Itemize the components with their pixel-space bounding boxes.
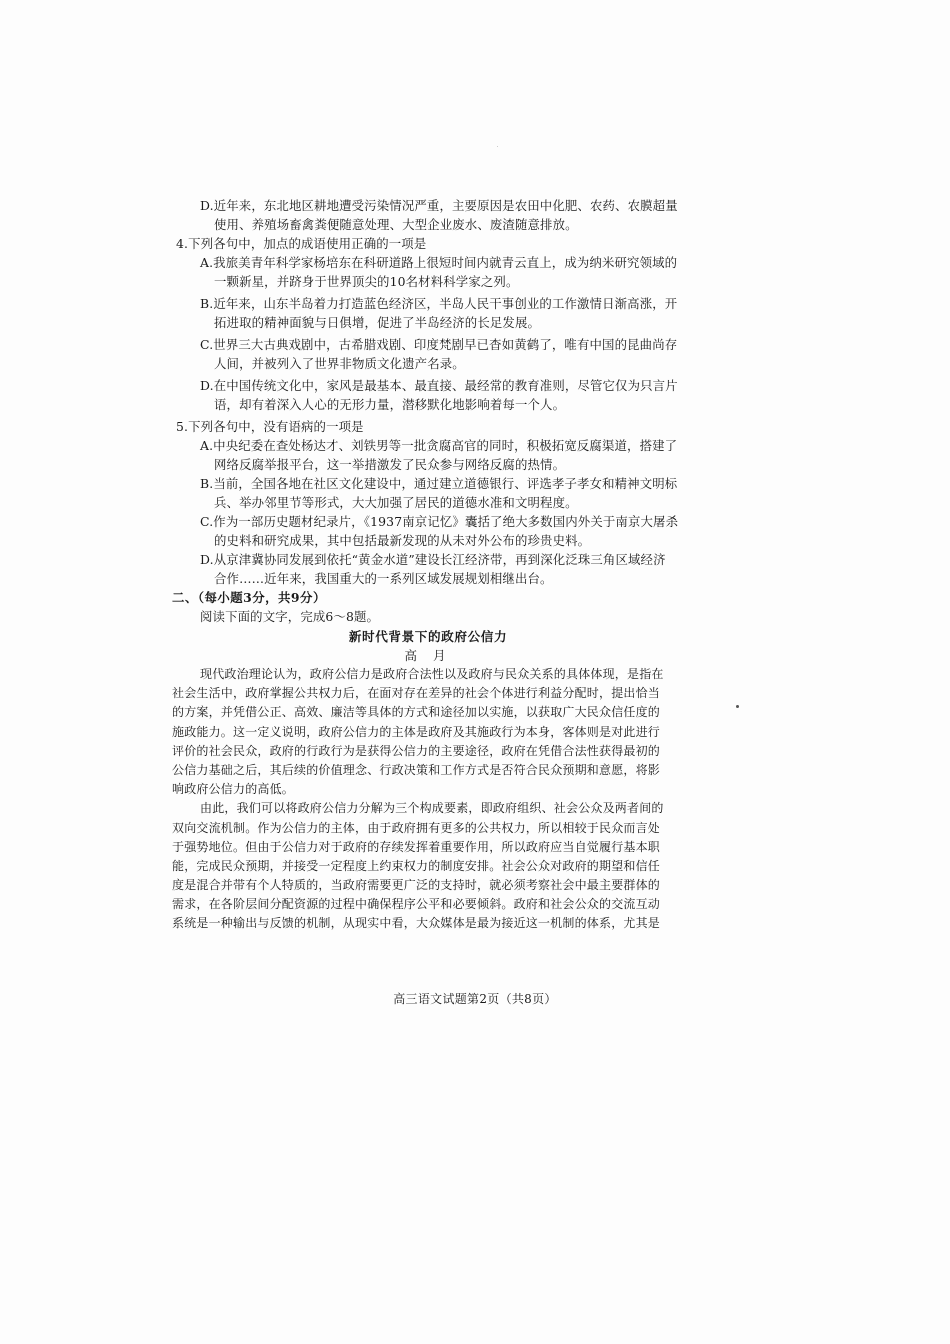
text-line: 评价的社会民众，政府的行政行为是获得公信力的主要途径，政府在凭借合法性获得最初的 — [172, 743, 661, 758]
option-c-line1: C.世界三大古典戏剧中，古希腊戏剧、印度梵剧早已杳如黄鹤了，唯有中国的昆曲尚存 — [200, 337, 678, 352]
option-a-line1: A.中央纪委在查处杨达才、刘铁男等一批贪腐高官的同时，积极拓宽反腐渠道，搭建了 — [200, 438, 678, 453]
article-title: 新时代背景下的政府公信力 — [348, 629, 508, 644]
section-2-heading: 二、（每小题3分，共9分） — [172, 590, 326, 605]
page-footer: 高三语文试题第2页（共8页） — [393, 992, 557, 1006]
text-line: D.近年来，东北地区耕地遭受污染情况严重，主要原因是农田中化肥、农药、农膜超量 — [200, 198, 678, 213]
scan-speck — [497, 146, 498, 147]
option-a-line1: A.我旅美青年科学家杨培东在科研道路上很短时间内就青云直上，成为纳米研究领域的 — [200, 255, 678, 270]
text-line: 现代政治理论认为，政府公信力是政府合法性以及政府与民众关系的具体体现，是指在 — [200, 667, 664, 681]
text-line: 能，完成民众预期，并接受一定程度上约束权力的制度安排。社会公众对政府的期望和信任 — [172, 858, 661, 873]
article-paragraph-2 — [172, 799, 684, 933]
text-line: 由此，我们可以将政府公信力分解为三个构成要素，即政府组织、社会公众及两者间的 — [200, 801, 664, 816]
option-b-line2: 兵、举办邻里节等形式，大大加强了居民的道德水准和文明程度。 — [214, 495, 578, 510]
question-4-stem: 4.下列各句中，加点的成语使用正确的一项是 — [176, 236, 427, 251]
option-c-line2: 人间，并被列入了世界非物质文化遗产名录。 — [214, 356, 465, 371]
option-a-line2: 网络反腐举报平台，这一举措激发了民众参与网络反腐的热情。 — [214, 457, 566, 472]
question-5-stem: 5.下列各句中，没有语病的一项是 — [176, 419, 364, 434]
text-line: 的方案，并凭借公正、高效、廉洁等具体的方式和途径加以实施，以获取广大民众信任度的 — [172, 705, 661, 720]
option-b-line1: B.近年来，山东半岛着力打造蓝色经济区，半岛人民干事创业的工作激情日渐高涨，开 — [200, 296, 678, 311]
option-a-line2: 一颗新星，并跻身于世界顶尖的10名材料科学家之列。 — [214, 274, 519, 289]
option-b-line2: 拓进取的精神面貌与日俱增，促进了半岛经济的长足发展。 — [214, 315, 541, 330]
text-line: 系统是一种输出与反馈的机制，从现实中看，大众媒体是最为接近这一机制的体系，尤其是 — [172, 916, 661, 931]
scan-speck — [736, 705, 739, 708]
text-line: 双向交流机制。作为公信力的主体，由于政府拥有更多的公共权力，所以相较于民众而言处 — [172, 820, 661, 835]
option-c-line2: 的史料和研究成果，其中包括最新发现的从未对外公布的珍贵史料。 — [214, 533, 591, 548]
page-content — [172, 196, 684, 934]
option-d-line2: 语，却有着深入人心的无形力量，潜移默化地影响着每一个人。 — [214, 397, 566, 412]
text-line: 于强势地位。但由于公信力对于政府的存续发挥着重要作用，所以政府应当自觉履行基本职 — [172, 839, 661, 854]
question-4-options — [172, 253, 684, 414]
text-line: 公信力基础之后，其后续的价值理念、行政决策和工作方式是否符合民众预期和意愿，将影 — [172, 762, 661, 777]
option-b-line1: B.当前，全国各地在社区文化建设中，通过建立道德银行、评选孝子孝女和精神文明标 — [200, 476, 678, 491]
article-paragraph-1 — [172, 665, 684, 799]
text-line: 度是混合并带有个人特质的，当政府需要更广泛的支持时，就必须考察社会中最主要群体的 — [172, 878, 661, 893]
text-line: 需求，在各阶层间分配资源的过程中确保程序公平和必要倾斜。政府和社会公众的交流互动 — [172, 897, 661, 912]
question-5-options — [172, 436, 684, 588]
text-line: 施政能力。这一定义说明，政府公信力的主体是政府及其施政行为本身，客体则是对此进行 — [172, 724, 661, 739]
option-d-line1: D.从京津冀协同发展到依托“黄金水道”建设长江经济带，再到深化泛珠三角区域经济 — [200, 552, 666, 567]
option-d-line2: 合作……近年来，我国重大的一系列区域发展规划相继出台。 — [214, 571, 553, 586]
text-line: 社会生活中，政府掌握公共权力后，在面对存在差异的社会个体进行利益分配时，提出恰当 — [172, 686, 661, 701]
option-c-line1: C.作为一部历史题材纪录片，《1937南京记忆》囊括了绝大多数国内外关于南京大屠杀 — [200, 514, 679, 529]
text-line: 使用、养殖场畜禽粪便随意处理、大型企业废水、废渣随意排放。 — [214, 217, 578, 232]
section-2-instruction: 阅读下面的文字，完成6～8题。 — [200, 609, 380, 624]
option-d-line1: D.在中国传统文化中，家风是最基本、最直接、最经常的教育准则，尽管它仅为只言片 — [200, 378, 678, 393]
article-author: 高 月 — [404, 648, 452, 663]
question-3-option-d — [172, 196, 684, 234]
text-line: 响政府公信力的高低。 — [172, 782, 295, 797]
